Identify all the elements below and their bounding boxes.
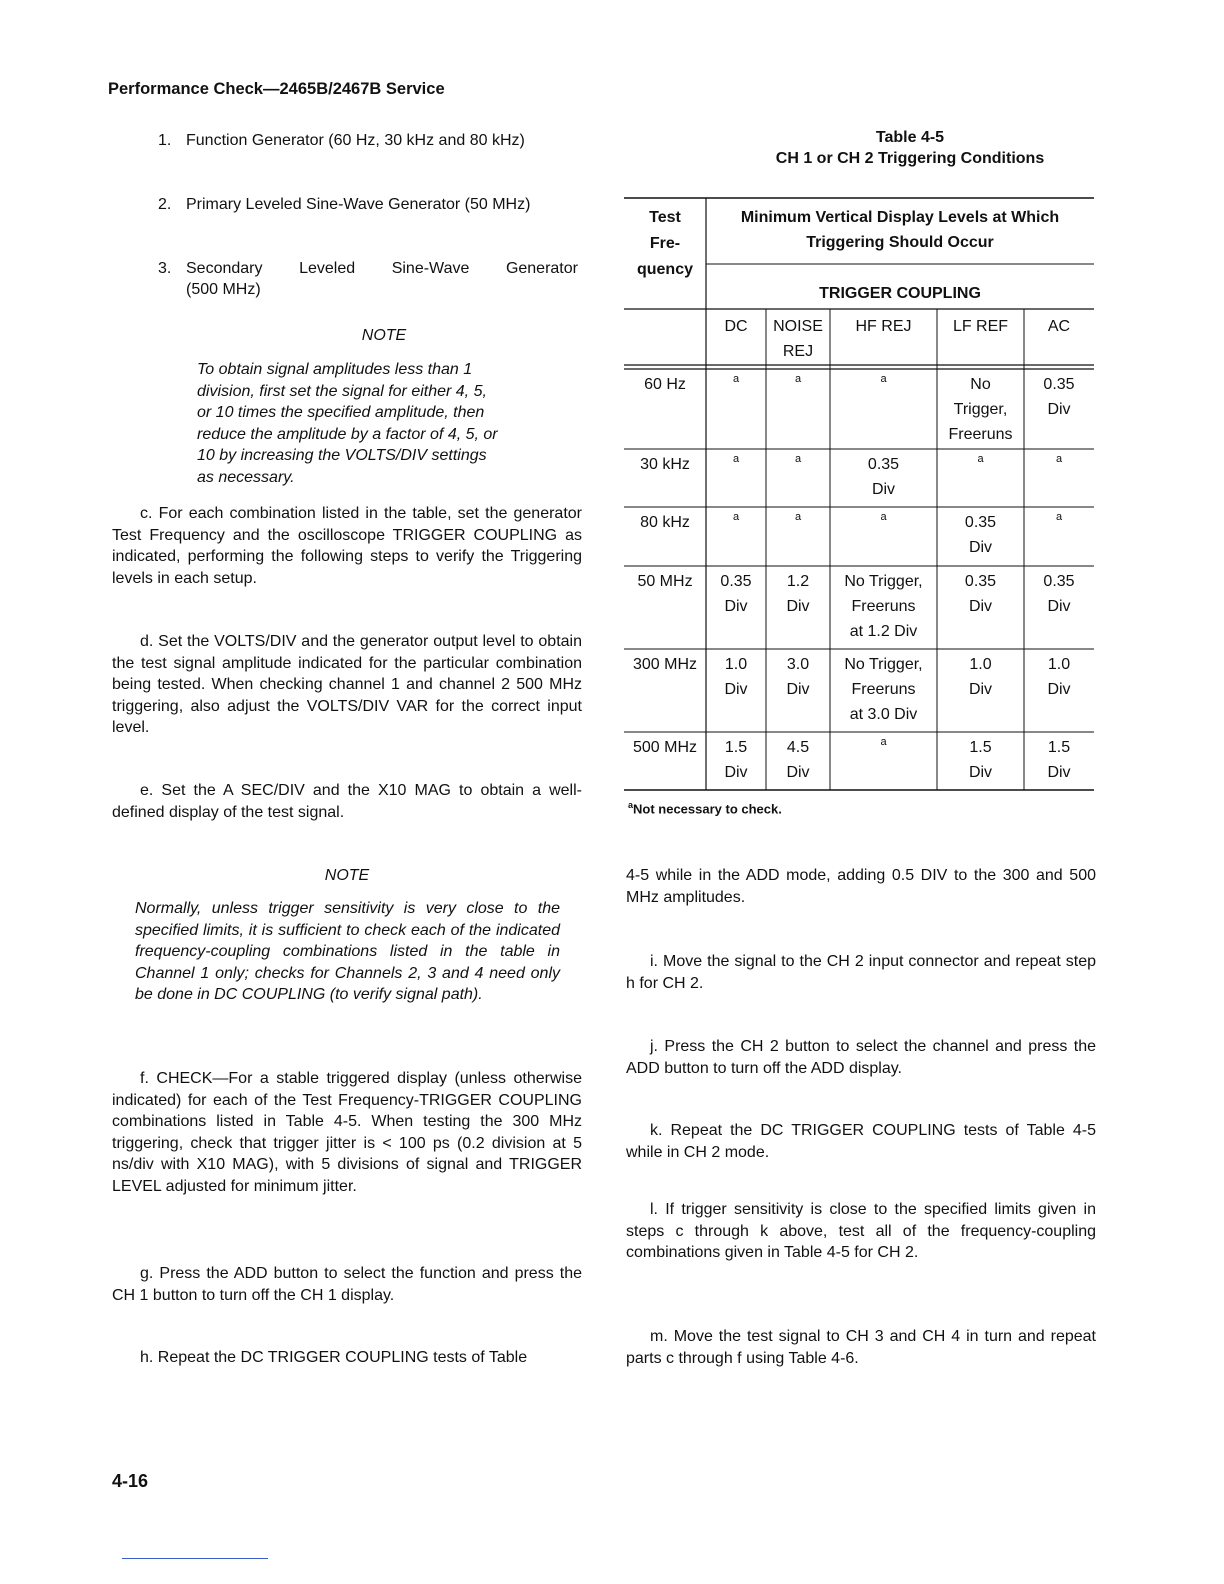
header-line: Minimum Vertical Display Levels at Which (740, 209, 1060, 226)
header-line: Triggering Should Occur (806, 234, 994, 251)
column-header-noise-rej (766, 314, 830, 364)
cell-line: 0.35 (964, 573, 997, 590)
cell-line: Div (871, 481, 896, 498)
cell-line: Div (724, 764, 748, 781)
table-cell (937, 569, 1024, 619)
cell-line: Freeruns (851, 681, 916, 698)
cell-line: 1.0 (969, 656, 992, 673)
cell-line: 4.5 (786, 739, 810, 756)
not-necessary-marker: a (1055, 453, 1063, 465)
table-cell (830, 652, 937, 727)
table-cell (766, 652, 830, 702)
cell-line: Freeruns (851, 598, 916, 615)
not-necessary-marker: a (794, 373, 802, 385)
table-cell (830, 569, 937, 644)
item-word: Leveled (299, 260, 356, 277)
header-line: quency (636, 261, 693, 278)
cell-line: 0.35 (1043, 376, 1075, 393)
cell-line: Div (786, 764, 810, 781)
cell-line: Div (968, 681, 993, 698)
step-k: k. Repeat the DC TRIGGER COUPLING tests of Table 4-5 while in CH 2 mode. (626, 1122, 1096, 1161)
step-e: e. Set the A SEC/DIV and the X10 MAG to obtain a well-defined display of the test signal. (112, 782, 582, 821)
cell-line: Div (1047, 681, 1071, 698)
item-word: Sine-Wave (391, 260, 470, 277)
step-i: i. Move the signal to the CH 2 input connector and repeat step h for CH 2. (626, 953, 1096, 992)
page-number: 4-16 (112, 1471, 149, 1491)
header-line: NOISE (773, 318, 823, 335)
item-number: 3. (158, 260, 172, 277)
step-g: g. Press the ADD button to select the function and press the CH 1 button to turn off the CH 1 display. (112, 1265, 582, 1304)
column-header-frequency (624, 205, 706, 283)
footnote-marker: a (628, 800, 634, 810)
not-necessary-marker: a (880, 511, 887, 523)
table-cell (706, 510, 766, 524)
table-cell (766, 510, 830, 524)
cell-line: Div (1047, 764, 1071, 781)
header-line: Test (649, 209, 681, 226)
table-cell (830, 510, 937, 524)
table-cell (937, 652, 1024, 702)
note-line: To obtain signal amplitudes less than 1 (197, 361, 473, 378)
note-title: NOTE (361, 327, 407, 344)
header-line: LF REF (952, 318, 1009, 335)
frequency-cell: 80 kHz (640, 514, 690, 531)
cell-line: 0.35 (1043, 573, 1075, 590)
frequency-cell: 50 MHz (637, 573, 693, 590)
note-line: 10 by increasing the VOLTS/DIV settings (197, 447, 487, 464)
table-cell (1024, 372, 1094, 422)
step-c: c. For each combination listed in the table, set the generator Test Frequency and the oscilloscope TRIGGER COUPLING as indicated, performing the following steps to verify the Triggering levels in each setup. (112, 505, 582, 587)
not-necessary-marker: a (794, 511, 802, 523)
cell-line: 1.5 (1047, 739, 1071, 756)
table-cell (706, 452, 766, 466)
cell-line: at 3.0 Div (849, 706, 918, 723)
table-cell (937, 452, 1024, 466)
cell-line: 1.0 (1047, 656, 1071, 673)
coupling-header: TRIGGER COUPLING (819, 285, 981, 302)
cell-line: Div (968, 539, 993, 556)
step-l: l. If trigger sensitivity is close to the specified limits given in steps c through k above, test all of the frequency-coupling combinations given in Table 4-5 for CH 2. (626, 1201, 1096, 1261)
not-necessary-marker: a (732, 511, 740, 523)
cell-line: 1.0 (724, 656, 748, 673)
header-line: Fre- (649, 235, 681, 252)
not-necessary-marker: a (794, 453, 802, 465)
note-title: NOTE (324, 867, 370, 884)
cell-line: Div (724, 598, 748, 615)
cell-line: 1.2 (786, 573, 810, 590)
note-line: or 10 times the specified amplitude, then (197, 404, 485, 421)
not-necessary-marker: a (977, 453, 984, 465)
table-cell (1024, 452, 1094, 466)
table-cell (766, 569, 830, 619)
table-cell (706, 569, 766, 619)
header-line: AC (1047, 318, 1071, 335)
note-line: division, first set the signal for either 4, 5, (197, 382, 487, 400)
table-cell (766, 452, 830, 466)
cell-line: Div (968, 598, 993, 615)
table-cell (1024, 510, 1094, 524)
bottom-rule (122, 1558, 268, 1559)
cell-line: No Trigger, (844, 656, 923, 673)
cell-line: Div (1047, 598, 1071, 615)
table-cell (706, 652, 766, 702)
cell-line: No (970, 376, 991, 393)
table-cell (830, 452, 937, 502)
frequency-cell: 500 MHz (632, 739, 698, 756)
item-text: Primary Leveled Sine-Wave Generator (50 MHz) (186, 196, 531, 213)
table-footnote (628, 800, 782, 816)
cell-line: No Trigger, (844, 573, 923, 590)
cell-line: Div (786, 598, 810, 615)
not-necessary-marker: a (732, 453, 740, 465)
cell-line: 1.5 (724, 739, 748, 756)
table-subtitle: CH 1 or CH 2 Triggering Conditions (775, 150, 1045, 167)
table-cell (830, 372, 937, 386)
table-cell (766, 735, 830, 785)
header-line: REJ (782, 343, 814, 360)
item-text-line2: (500 MHz) (186, 281, 261, 298)
column-header-dc (706, 314, 766, 339)
cell-line: Div (724, 681, 748, 698)
not-necessary-marker: a (732, 373, 740, 385)
cell-line: 0.35 (964, 514, 997, 531)
cell-line: 0.35 (720, 573, 752, 590)
item-word: Secondary (186, 260, 263, 277)
table-cell (1024, 652, 1094, 702)
step-f: f. CHECK—For a stable triggered display (unless otherwise indicated) for each of the Test Frequency-TRIGGER COUPLING combinations listed in Table 4-5. When testing the 300 MHz triggering, check that trigger jitter is < 100 ps (0.2 division at 5 ns/div with X10 MAG), with 5 divisions of signal and TRIGGER LEVEL adjusted for minimum jitter. (112, 1070, 582, 1195)
cell-line: Div (1047, 401, 1071, 418)
table-cell (706, 735, 766, 785)
item-number: 2. (158, 196, 172, 213)
cell-line: Freeruns (948, 426, 1013, 443)
cell-line: 1.5 (969, 739, 992, 756)
not-necessary-marker: a (880, 373, 887, 385)
frequency-cell: 60 Hz (644, 376, 686, 393)
table-cell (937, 735, 1024, 785)
column-header-ac (1024, 314, 1094, 339)
column-header-lf-ref (937, 314, 1024, 339)
cell-line: 0.35 (867, 456, 900, 473)
frequency-cell: 300 MHz (632, 656, 698, 673)
cell-line: at 1.2 Div (849, 623, 918, 640)
step-h: h. Repeat the DC TRIGGER COUPLING tests of Table (140, 1349, 528, 1366)
table-cell (830, 735, 937, 749)
note-body: Normally, unless trigger sensitivity is very close to the specified limits, it is sufficient to check each of the indicated frequency-coupling combinations listed in the table in Channel 1 only; checks for Channels 2, 3 and 4 need only be done in DC COUPLING (to verify signal path). (135, 900, 560, 1003)
step-m: m. Move the test signal to CH 3 and CH 4 in turn and repeat parts c through f using Table 4-6. (626, 1328, 1096, 1367)
page-header: Performance Check—2465B/2467B Service (108, 80, 445, 98)
step-h-continued: 4-5 while in the ADD mode, adding 0.5 DIV to the 300 and 500 MHz amplitudes. (626, 867, 1096, 906)
frequency-cell: 30 kHz (640, 456, 690, 473)
header-line: DC (724, 318, 748, 335)
table-cell (1024, 569, 1094, 619)
item-number: 1. (158, 132, 172, 149)
cell-line: Div (786, 681, 810, 698)
table-cell (766, 372, 830, 386)
note-line: as necessary. (197, 468, 295, 486)
note-line: reduce the amplitude by a factor of 4, 5, or (197, 425, 498, 443)
header-line: HF REJ (855, 318, 912, 335)
cell-line: Trigger, (953, 401, 1008, 418)
table-title: Table 4-5 (875, 129, 945, 146)
not-necessary-marker: a (880, 736, 887, 748)
step-j: j. Press the CH 2 button to select the channel and press the ADD button to turn off the ADD display. (626, 1038, 1096, 1077)
footnote-text: Not necessary to check. (633, 801, 782, 817)
item-word: Generator (505, 260, 578, 277)
cell-line: Div (968, 764, 993, 781)
table-cell (706, 372, 766, 386)
table-cell (937, 510, 1024, 560)
not-necessary-marker: a (1055, 511, 1063, 523)
step-d: d. Set the VOLTS/DIV and the generator output level to obtain the test signal amplitude indicated for the particular combination being tested. When checking channel 1 and channel 2 500 MHz triggering, also adjust the VOLTS/DIV VAR for the correct input level. (112, 633, 582, 736)
table-cell (1024, 735, 1094, 785)
group-header (706, 205, 1094, 255)
cell-line: 3.0 (786, 656, 810, 673)
table-cell (937, 372, 1024, 447)
column-header-hf-rej (830, 314, 937, 339)
item-text: Function Generator (60 Hz, 30 kHz and 80 kHz) (186, 132, 525, 149)
